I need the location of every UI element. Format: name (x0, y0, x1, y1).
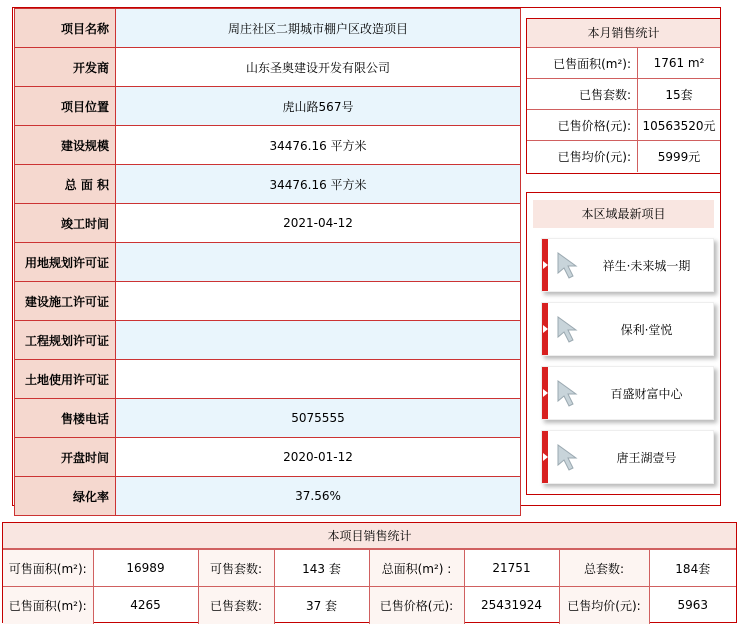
area-project-name: 祥生·未来城一期 (602, 258, 691, 273)
stat-value: 10563520元 (642, 118, 716, 133)
info-value: 34476.16 平方米 (116, 126, 521, 165)
area-project-link[interactable] (541, 430, 714, 484)
info-value (116, 360, 521, 399)
info-value: 周庄社区二期城市棚户区改造项目 (116, 9, 521, 48)
sales-value: 37 套 (274, 587, 369, 624)
project-sales-table (3, 549, 736, 624)
red-tab-marker (542, 239, 548, 291)
area-latest-panel (526, 192, 721, 495)
sales-label: 已售面积(m²): (3, 587, 93, 624)
stat-value: 15套 (665, 87, 693, 102)
stat-row (527, 79, 720, 110)
sales-value: 21751 (464, 550, 559, 587)
monthly-stats-title: 本月销售统计 (527, 19, 720, 48)
info-label: 用地规划许可证 (15, 243, 116, 282)
info-label: 建设施工许可证 (15, 282, 116, 321)
stat-row (527, 141, 720, 172)
info-row-land-planning (15, 243, 521, 282)
stat-row (527, 48, 720, 79)
info-row-sales-phone (15, 399, 521, 438)
info-label: 竣工时间 (15, 204, 116, 243)
info-value: 2020-01-12 (116, 438, 521, 477)
info-row-developer (15, 48, 521, 87)
stat-label: 已售套数: (527, 79, 638, 109)
area-project-link[interactable] (541, 366, 714, 420)
stat-row (527, 110, 720, 141)
pointer-cursor-icon (556, 379, 582, 409)
pointer-cursor-icon (556, 315, 582, 345)
sales-value: 5963 (649, 587, 736, 624)
stat-value: 5999元 (657, 150, 701, 164)
project-sales-title: 本项目销售统计 (3, 523, 736, 549)
stat-label: 已售均价(元): (527, 141, 638, 172)
info-value: 虎山路567号 (116, 87, 521, 126)
sales-value: 25431924 (464, 587, 559, 624)
sales-label: 总套数: (559, 550, 649, 587)
sales-value: 16989 (93, 550, 198, 587)
info-label: 工程规划许可证 (15, 321, 116, 360)
sales-label: 已售均价(元): (559, 587, 649, 624)
stat-label: 已售价格(元): (527, 110, 638, 140)
sales-label: 已售价格(元): (369, 587, 464, 624)
area-project-name: 唐王湖壹号 (616, 450, 677, 465)
sales-row-available (3, 550, 736, 587)
sales-label: 已售套数: (198, 587, 274, 624)
sales-label: 可售套数: (198, 550, 274, 587)
stat-label: 已售面积(m²): (527, 48, 638, 78)
area-latest-title: 本区域最新项目 (533, 200, 714, 228)
info-label: 售楼电话 (15, 399, 116, 438)
info-label: 开发商 (15, 48, 116, 87)
info-label: 项目位置 (15, 87, 116, 126)
project-info-table (14, 8, 521, 516)
pointer-cursor-icon (556, 251, 582, 281)
stat-value: 1761 m² (653, 56, 705, 70)
info-value: 37.56% (116, 477, 521, 516)
info-label: 绿化率 (15, 477, 116, 516)
info-row-completion (15, 204, 521, 243)
sales-value: 4265 (93, 587, 198, 624)
red-tab-marker (542, 367, 548, 419)
info-row-name (15, 9, 521, 48)
info-value: 5075555 (116, 399, 521, 438)
sales-label: 可售面积(m²): (3, 550, 93, 587)
info-row-location (15, 87, 521, 126)
sales-row-sold (3, 587, 736, 624)
info-label: 土地使用许可证 (15, 360, 116, 399)
info-value: 山东圣奥建设开发有限公司 (116, 48, 521, 87)
sales-value: 184套 (649, 550, 736, 587)
info-value (116, 321, 521, 360)
info-row-opening (15, 438, 521, 477)
info-value: 34476.16 平方米 (116, 165, 521, 204)
info-label: 总 面 积 (15, 165, 116, 204)
info-label: 项目名称 (15, 9, 116, 48)
area-project-name: 百盛财富中心 (610, 386, 683, 401)
info-value (116, 282, 521, 321)
info-row-greening (15, 477, 521, 516)
info-row-land-use-permit (15, 360, 521, 399)
monthly-stats-panel (526, 18, 721, 174)
sales-value: 143 套 (274, 550, 369, 587)
red-tab-marker (542, 431, 548, 483)
info-row-total-area (15, 165, 521, 204)
info-value (116, 243, 521, 282)
area-project-link[interactable] (541, 302, 714, 356)
info-label: 建设规模 (15, 126, 116, 165)
project-sales-panel (2, 522, 737, 623)
area-project-name: 保利·堂悦 (620, 322, 673, 337)
info-row-engineering-permit (15, 321, 521, 360)
info-row-construction-permit (15, 282, 521, 321)
area-project-link[interactable] (541, 238, 714, 292)
info-label: 开盘时间 (15, 438, 116, 477)
sales-label: 总面积(m²) : (369, 550, 464, 587)
pointer-cursor-icon (556, 443, 582, 473)
info-value: 2021-04-12 (116, 204, 521, 243)
red-tab-marker (542, 303, 548, 355)
info-row-scale (15, 126, 521, 165)
